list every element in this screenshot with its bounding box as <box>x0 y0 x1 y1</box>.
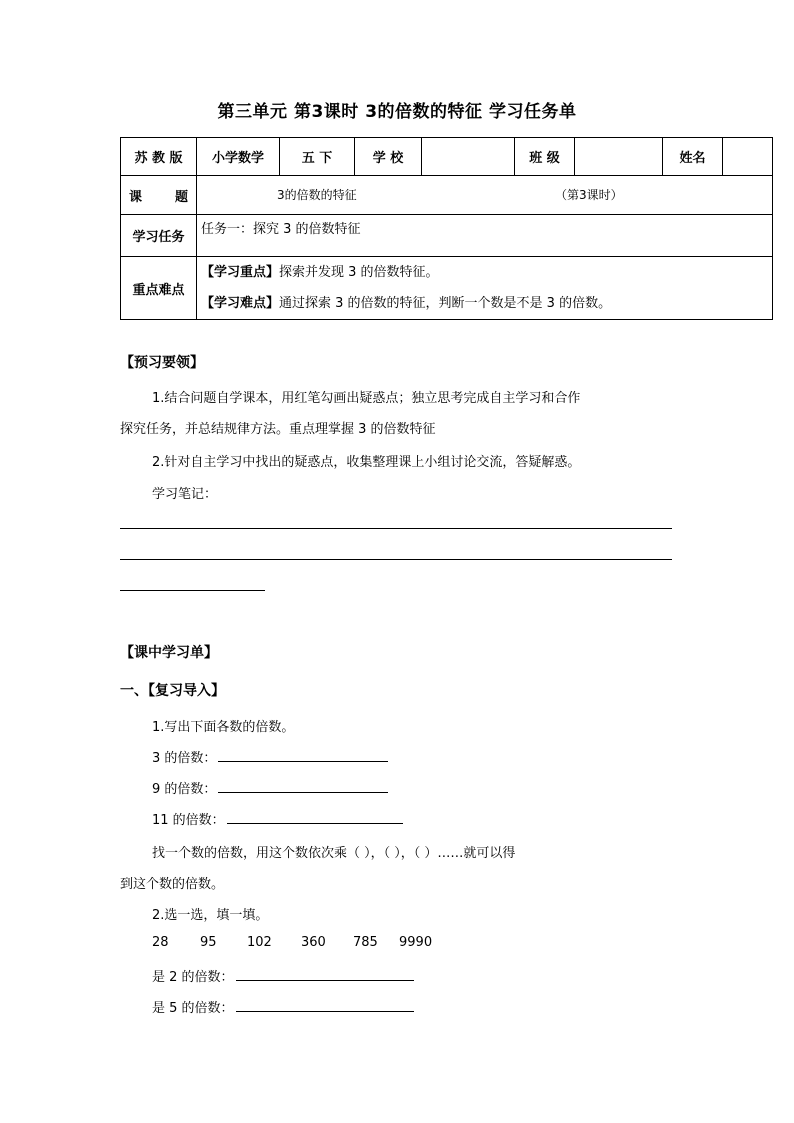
difficulty-tag: 【学习难点】 <box>201 296 280 311</box>
number-102: 102 <box>247 935 272 950</box>
multiple-3-blank[interactable] <box>218 749 388 762</box>
school-label: 学 校 <box>355 138 422 176</box>
name-label: 姓名 <box>663 138 723 176</box>
lesson-heading: 【课中学习单】 <box>120 645 218 661</box>
class-label: 班 级 <box>515 138 575 176</box>
task-value: 任务一：探究 3 的倍数特征 <box>197 215 773 257</box>
key-point-text: 探索并发现 3 的倍数特征。 <box>279 265 439 280</box>
multiple-5-row <box>152 997 414 1016</box>
multiple-2-blank[interactable] <box>236 968 414 981</box>
key-point-tag: 【学习重点】 <box>201 265 280 280</box>
multiple-11-blank[interactable] <box>227 811 403 824</box>
multiple-2-label: 是 2 的倍数： <box>152 970 234 985</box>
multiple-9-row <box>152 778 388 797</box>
multiple-3-label: 3 的倍数： <box>152 751 217 766</box>
grade-cell: 五 下 <box>280 138 355 176</box>
preview-item2: 2.针对自主学习中找出的疑惑点，收集整理课上小组讨论交流，答疑解惑。 <box>152 455 581 470</box>
multiple-9-label: 9 的倍数： <box>152 782 217 797</box>
version-label: 苏 教 版 <box>121 138 197 176</box>
multiple-5-blank[interactable] <box>236 999 414 1012</box>
topic-cell <box>197 176 773 215</box>
question-1: 1.写出下面各数的倍数。 <box>152 720 295 735</box>
preview-item1-line1: 1.结合问题自学课本，用红笔勾画出疑惑点；独立思考完成自主学习和合作 <box>152 391 581 406</box>
period-value: （第3课时） <box>555 188 623 202</box>
part1-heading: 一、【复习导入】 <box>120 683 225 699</box>
number-28: 28 <box>152 935 169 950</box>
find-line-1: 找一个数的倍数，用这个数依次乘（ ），（ ），（ ）……就可以得 <box>152 846 516 861</box>
question-2: 2.选一选，填一填。 <box>152 908 269 923</box>
preview-item1-line2: 探究任务，并总结规律方法。重点理掌握 3 的倍数特征 <box>120 422 436 437</box>
number-785: 785 <box>353 935 378 950</box>
topic-label: 课 题 <box>121 176 197 215</box>
key-cell <box>197 257 773 320</box>
difficulty-text: 通过探索 3 的倍数的特征，判断一个数是不是 3 的倍数。 <box>279 296 612 311</box>
info-table <box>120 137 773 320</box>
notes-line-2[interactable] <box>120 559 672 560</box>
multiple-2-row <box>152 966 414 985</box>
name-field[interactable] <box>723 138 773 176</box>
topic-value: 3的倍数的特征 <box>277 188 357 202</box>
school-field[interactable] <box>422 138 515 176</box>
multiple-9-blank[interactable] <box>218 780 388 793</box>
page-title: 第三单元 第3课时 3的倍数的特征 学习任务单 <box>217 102 577 122</box>
multiple-11-label: 11 的倍数： <box>152 813 225 828</box>
notes-line-1[interactable] <box>120 528 672 529</box>
number-9990: 9990 <box>399 935 433 950</box>
preview-heading: 【预习要领】 <box>120 355 204 371</box>
number-360: 360 <box>301 935 326 950</box>
number-95: 95 <box>200 935 217 950</box>
subject-cell: 小学数学 <box>197 138 280 176</box>
multiple-5-label: 是 5 的倍数： <box>152 1001 234 1016</box>
task-label: 学习任务 <box>121 215 197 257</box>
multiple-11-row <box>152 809 403 828</box>
notes-line-3[interactable] <box>120 590 265 591</box>
multiple-3-row <box>152 747 388 766</box>
notes-label: 学习笔记： <box>152 487 218 502</box>
find-line-2: 到这个数的倍数。 <box>120 877 225 892</box>
class-field[interactable] <box>575 138 663 176</box>
key-label: 重点难点 <box>121 257 197 320</box>
